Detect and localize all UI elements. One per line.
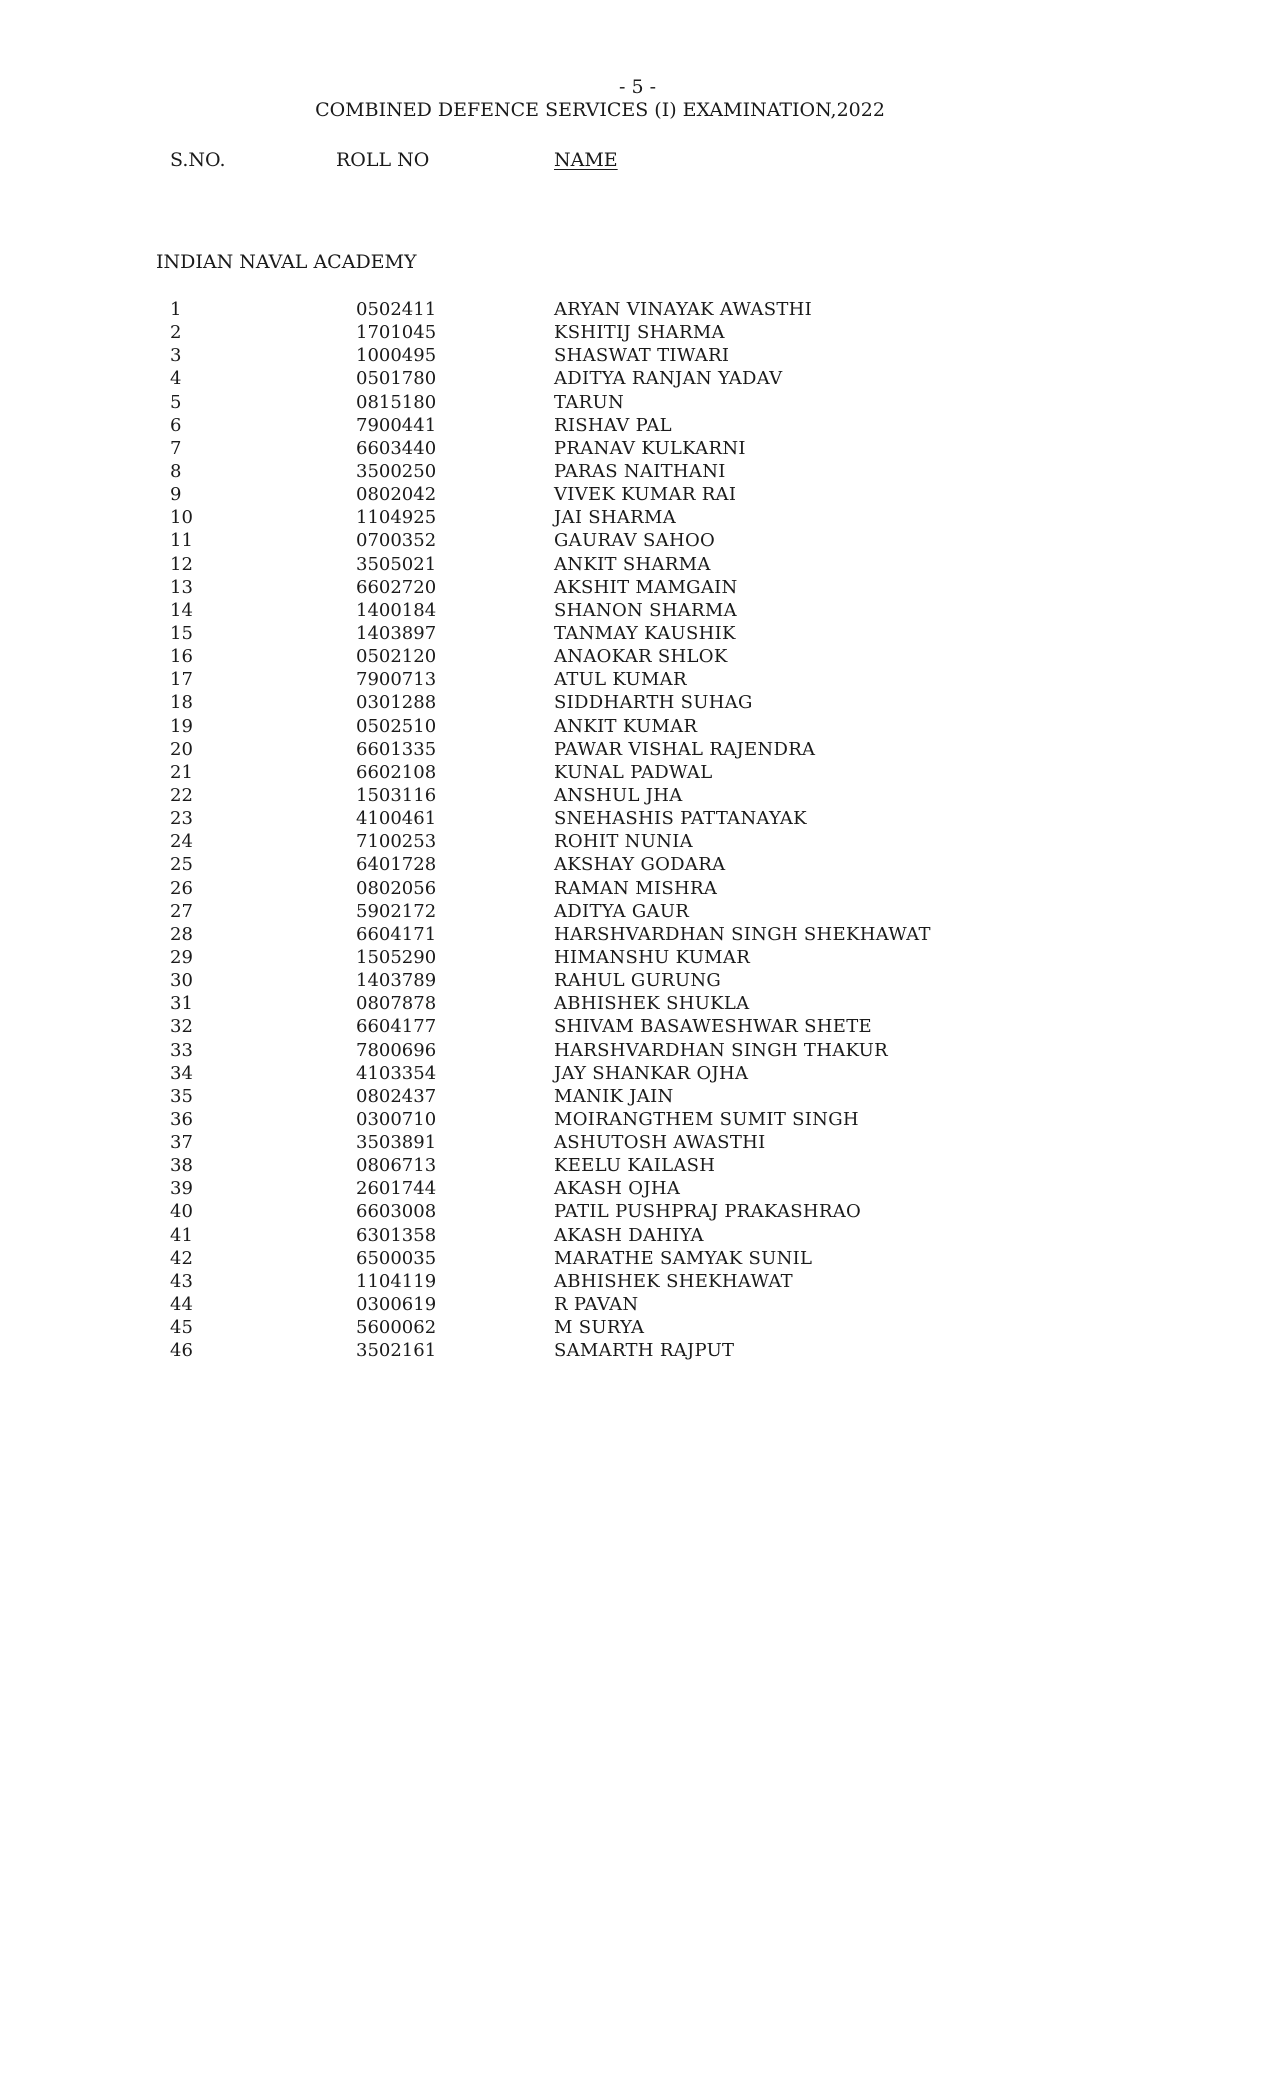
list-item bbox=[0, 715, 1275, 738]
roll-number: 0802042 bbox=[356, 484, 437, 506]
candidate-name: KSHITIJ SHARMA bbox=[554, 322, 725, 344]
list-item bbox=[0, 946, 1275, 969]
candidate-name: AKSHIT MAMGAIN bbox=[554, 576, 738, 598]
roll-number: 6401728 bbox=[356, 854, 437, 876]
list-item bbox=[0, 1270, 1275, 1293]
serial-number: 41 bbox=[170, 1224, 193, 1246]
serial-number: 8 bbox=[170, 460, 182, 482]
roll-number: 1403897 bbox=[356, 622, 437, 644]
page-number: - 5 - bbox=[618, 76, 656, 98]
list-item bbox=[0, 853, 1275, 876]
serial-number: 10 bbox=[170, 507, 193, 529]
candidate-name: ROHIT NUNIA bbox=[554, 831, 693, 853]
roll-number: 0300710 bbox=[356, 1108, 437, 1130]
list-item bbox=[0, 321, 1275, 344]
candidate-name: AKASH OJHA bbox=[554, 1178, 681, 1200]
roll-number: 6604177 bbox=[356, 1016, 437, 1038]
roll-number: 5600062 bbox=[356, 1317, 437, 1339]
list-item bbox=[0, 807, 1275, 830]
serial-number: 17 bbox=[170, 669, 193, 691]
roll-number: 1503116 bbox=[356, 784, 437, 806]
roll-number: 5902172 bbox=[356, 900, 437, 922]
serial-number: 9 bbox=[170, 484, 182, 506]
serial-number: 23 bbox=[170, 808, 193, 830]
list-item bbox=[0, 969, 1275, 992]
serial-number: 18 bbox=[170, 692, 193, 714]
candidate-name: PRANAV KULKARNI bbox=[554, 437, 746, 459]
roll-number: 3503891 bbox=[356, 1132, 437, 1154]
serial-number: 27 bbox=[170, 900, 193, 922]
candidate-name: JAI SHARMA bbox=[554, 507, 677, 529]
list-item bbox=[0, 437, 1275, 460]
list-item bbox=[0, 1062, 1275, 1085]
serial-number: 45 bbox=[170, 1317, 193, 1339]
list-item bbox=[0, 738, 1275, 761]
roll-number: 1403789 bbox=[356, 970, 437, 992]
candidate-name: TARUN bbox=[554, 391, 624, 413]
roll-number: 6601335 bbox=[356, 738, 437, 760]
list-item bbox=[0, 483, 1275, 506]
roll-number: 7900713 bbox=[356, 669, 437, 691]
list-item bbox=[0, 1039, 1275, 1062]
candidate-name: ABHISHEK SHUKLA bbox=[554, 993, 750, 1015]
roll-number: 6603440 bbox=[356, 437, 437, 459]
roll-number: 1701045 bbox=[356, 322, 437, 344]
serial-number: 15 bbox=[170, 622, 193, 644]
serial-number: 16 bbox=[170, 646, 193, 668]
candidate-name: ABHISHEK SHEKHAWAT bbox=[554, 1270, 793, 1292]
serial-number: 37 bbox=[170, 1132, 193, 1154]
candidate-name: HIMANSHU KUMAR bbox=[554, 946, 751, 968]
list-item bbox=[0, 877, 1275, 900]
roll-number: 1400184 bbox=[356, 599, 437, 621]
roll-number: 6602720 bbox=[356, 576, 437, 598]
list-item bbox=[0, 761, 1275, 784]
candidate-name: R PAVAN bbox=[554, 1294, 639, 1316]
serial-number: 33 bbox=[170, 1039, 193, 1061]
candidate-name: TANMAY KAUSHIK bbox=[554, 622, 736, 644]
serial-number: 35 bbox=[170, 1085, 193, 1107]
list-item bbox=[0, 576, 1275, 599]
candidate-name: AKSHAY GODARA bbox=[554, 854, 726, 876]
serial-number: 29 bbox=[170, 946, 193, 968]
candidate-name: KEELU KAILASH bbox=[554, 1155, 716, 1177]
serial-number: 34 bbox=[170, 1062, 193, 1084]
list-item bbox=[0, 992, 1275, 1015]
candidate-name: PARAS NAITHANI bbox=[554, 460, 726, 482]
list-item bbox=[0, 691, 1275, 714]
list-item bbox=[0, 1293, 1275, 1316]
candidate-name: AKASH DAHIYA bbox=[554, 1224, 704, 1246]
candidate-name: SNEHASHIS PATTANAYAK bbox=[554, 808, 807, 830]
candidate-name: VIVEK KUMAR RAI bbox=[554, 484, 737, 506]
roll-number: 3500250 bbox=[356, 460, 437, 482]
candidate-name: ASHUTOSH AWASTHI bbox=[554, 1132, 766, 1154]
candidate-name: ARYAN VINAYAK AWASTHI bbox=[554, 299, 813, 320]
roll-number: 0700352 bbox=[356, 530, 437, 552]
serial-number: 6 bbox=[170, 414, 182, 436]
candidate-name: RISHAV PAL bbox=[554, 414, 672, 436]
candidate-name: ANAOKAR SHLOK bbox=[554, 646, 728, 668]
list-item bbox=[0, 529, 1275, 552]
exam-title: COMBINED DEFENCE SERVICES (I) EXAMINATION,2022 bbox=[315, 99, 885, 121]
serial-number: 25 bbox=[170, 854, 193, 876]
roll-number: 6301358 bbox=[356, 1224, 437, 1246]
list-item bbox=[0, 506, 1275, 529]
candidate-name: SHASWAT TIWARI bbox=[554, 345, 730, 367]
candidate-name: M SURYA bbox=[554, 1317, 645, 1339]
serial-number: 39 bbox=[170, 1178, 193, 1200]
roll-number: 0300619 bbox=[356, 1294, 437, 1316]
candidate-name: ANSHUL JHA bbox=[554, 784, 683, 806]
list-item bbox=[0, 460, 1275, 483]
candidate-name: ANKIT KUMAR bbox=[554, 715, 698, 737]
list-item bbox=[0, 1316, 1275, 1339]
list-item bbox=[0, 553, 1275, 576]
candidate-name: ADITYA RANJAN YADAV bbox=[554, 368, 783, 390]
roll-number: 3502161 bbox=[356, 1340, 437, 1362]
candidate-name: ANKIT SHARMA bbox=[554, 553, 711, 575]
list-item bbox=[0, 1085, 1275, 1108]
serial-number: 3 bbox=[170, 345, 182, 367]
list-item bbox=[0, 391, 1275, 414]
serial-number: 40 bbox=[170, 1201, 193, 1223]
candidate-name: ATUL KUMAR bbox=[554, 669, 687, 691]
candidate-name: PAWAR VISHAL RAJENDRA bbox=[554, 738, 816, 760]
serial-number: 4 bbox=[170, 368, 182, 390]
serial-number: 2 bbox=[170, 322, 182, 344]
column-header-roll-no: ROLL NO bbox=[336, 149, 430, 171]
list-item bbox=[0, 668, 1275, 691]
candidate-name: SIDDHARTH SUHAG bbox=[554, 692, 753, 714]
candidate-name: GAURAV SAHOO bbox=[554, 530, 716, 552]
candidate-name: SHIVAM BASAWESHWAR SHETE bbox=[554, 1016, 872, 1038]
list-item bbox=[0, 1177, 1275, 1200]
candidate-name: RAHUL GURUNG bbox=[554, 970, 722, 992]
candidate-name: ADITYA GAUR bbox=[554, 900, 690, 922]
roll-number: 3505021 bbox=[356, 553, 437, 575]
roll-number: 6500035 bbox=[356, 1247, 437, 1269]
roll-number: 0301288 bbox=[356, 692, 437, 714]
roll-number: 0501780 bbox=[356, 368, 437, 390]
list-item bbox=[0, 1154, 1275, 1177]
list-item bbox=[0, 298, 1275, 321]
serial-number: 1 bbox=[170, 299, 182, 320]
serial-number: 5 bbox=[170, 391, 182, 413]
serial-number: 19 bbox=[170, 715, 193, 737]
serial-number: 7 bbox=[170, 437, 182, 459]
column-header-name: NAME bbox=[554, 149, 618, 171]
roll-number: 0815180 bbox=[356, 391, 437, 413]
list-item bbox=[0, 1339, 1275, 1362]
serial-number: 13 bbox=[170, 576, 193, 598]
list-item bbox=[0, 414, 1275, 437]
serial-number: 36 bbox=[170, 1108, 193, 1130]
candidate-name: MANIK JAIN bbox=[554, 1085, 674, 1107]
serial-number: 26 bbox=[170, 877, 193, 899]
candidate-name: SAMARTH RAJPUT bbox=[554, 1340, 735, 1362]
list-item bbox=[0, 923, 1275, 946]
serial-number: 46 bbox=[170, 1340, 193, 1362]
roll-number: 0806713 bbox=[356, 1155, 437, 1177]
roll-number: 4100461 bbox=[356, 808, 437, 830]
roll-number: 0502120 bbox=[356, 646, 437, 668]
roll-number: 1104119 bbox=[356, 1270, 437, 1292]
list-item bbox=[0, 1131, 1275, 1154]
list-item bbox=[0, 344, 1275, 367]
roll-number: 6604171 bbox=[356, 923, 437, 945]
roll-number: 0807878 bbox=[356, 993, 437, 1015]
list-item bbox=[0, 1108, 1275, 1131]
candidate-name: HARSHVARDHAN SINGH SHEKHAWAT bbox=[554, 923, 931, 945]
serial-number: 42 bbox=[170, 1247, 193, 1269]
serial-number: 31 bbox=[170, 993, 193, 1015]
candidate-name: RAMAN MISHRA bbox=[554, 877, 718, 899]
serial-number: 21 bbox=[170, 761, 193, 783]
list-item bbox=[0, 367, 1275, 390]
candidate-name: HARSHVARDHAN SINGH THAKUR bbox=[554, 1039, 888, 1061]
roll-number: 6602108 bbox=[356, 761, 437, 783]
roll-number: 7900441 bbox=[356, 414, 437, 436]
roll-number: 0802437 bbox=[356, 1085, 437, 1107]
list-item bbox=[0, 1015, 1275, 1038]
roll-number: 0502510 bbox=[356, 715, 437, 737]
candidate-name: MOIRANGTHEM SUMIT SINGH bbox=[554, 1108, 859, 1130]
serial-number: 44 bbox=[170, 1294, 193, 1316]
serial-number: 11 bbox=[170, 530, 193, 552]
serial-number: 14 bbox=[170, 599, 193, 621]
serial-number: 24 bbox=[170, 831, 193, 853]
roll-number: 7800696 bbox=[356, 1039, 437, 1061]
roll-number: 1104925 bbox=[356, 507, 437, 529]
serial-number: 30 bbox=[170, 970, 193, 992]
results-list bbox=[0, 298, 1275, 1362]
roll-number: 4103354 bbox=[356, 1062, 437, 1084]
column-header-sno: S.NO. bbox=[170, 149, 226, 171]
list-item bbox=[0, 784, 1275, 807]
candidate-name: JAY SHANKAR OJHA bbox=[554, 1062, 749, 1084]
candidate-name: MARATHE SAMYAK SUNIL bbox=[554, 1247, 813, 1269]
roll-number: 7100253 bbox=[356, 831, 437, 853]
roll-number: 1000495 bbox=[356, 345, 437, 367]
roll-number: 2601744 bbox=[356, 1178, 437, 1200]
serial-number: 20 bbox=[170, 738, 193, 760]
list-item bbox=[0, 622, 1275, 645]
list-item bbox=[0, 599, 1275, 622]
list-item bbox=[0, 645, 1275, 668]
serial-number: 38 bbox=[170, 1155, 193, 1177]
serial-number: 22 bbox=[170, 784, 193, 806]
serial-number: 32 bbox=[170, 1016, 193, 1038]
list-item bbox=[0, 1224, 1275, 1247]
candidate-name: PATIL PUSHPRAJ PRAKASHRAO bbox=[554, 1201, 862, 1223]
list-item bbox=[0, 1247, 1275, 1270]
roll-number: 0802056 bbox=[356, 877, 437, 899]
list-item bbox=[0, 830, 1275, 853]
candidate-name: KUNAL PADWAL bbox=[554, 761, 713, 783]
section-title: INDIAN NAVAL ACADEMY bbox=[156, 251, 417, 273]
serial-number: 28 bbox=[170, 923, 193, 945]
list-item bbox=[0, 1200, 1275, 1223]
serial-number: 12 bbox=[170, 553, 193, 575]
roll-number: 6603008 bbox=[356, 1201, 437, 1223]
candidate-name: SHANON SHARMA bbox=[554, 599, 737, 621]
roll-number: 1505290 bbox=[356, 946, 437, 968]
roll-number: 0502411 bbox=[356, 299, 437, 320]
list-item bbox=[0, 900, 1275, 923]
serial-number: 43 bbox=[170, 1270, 193, 1292]
